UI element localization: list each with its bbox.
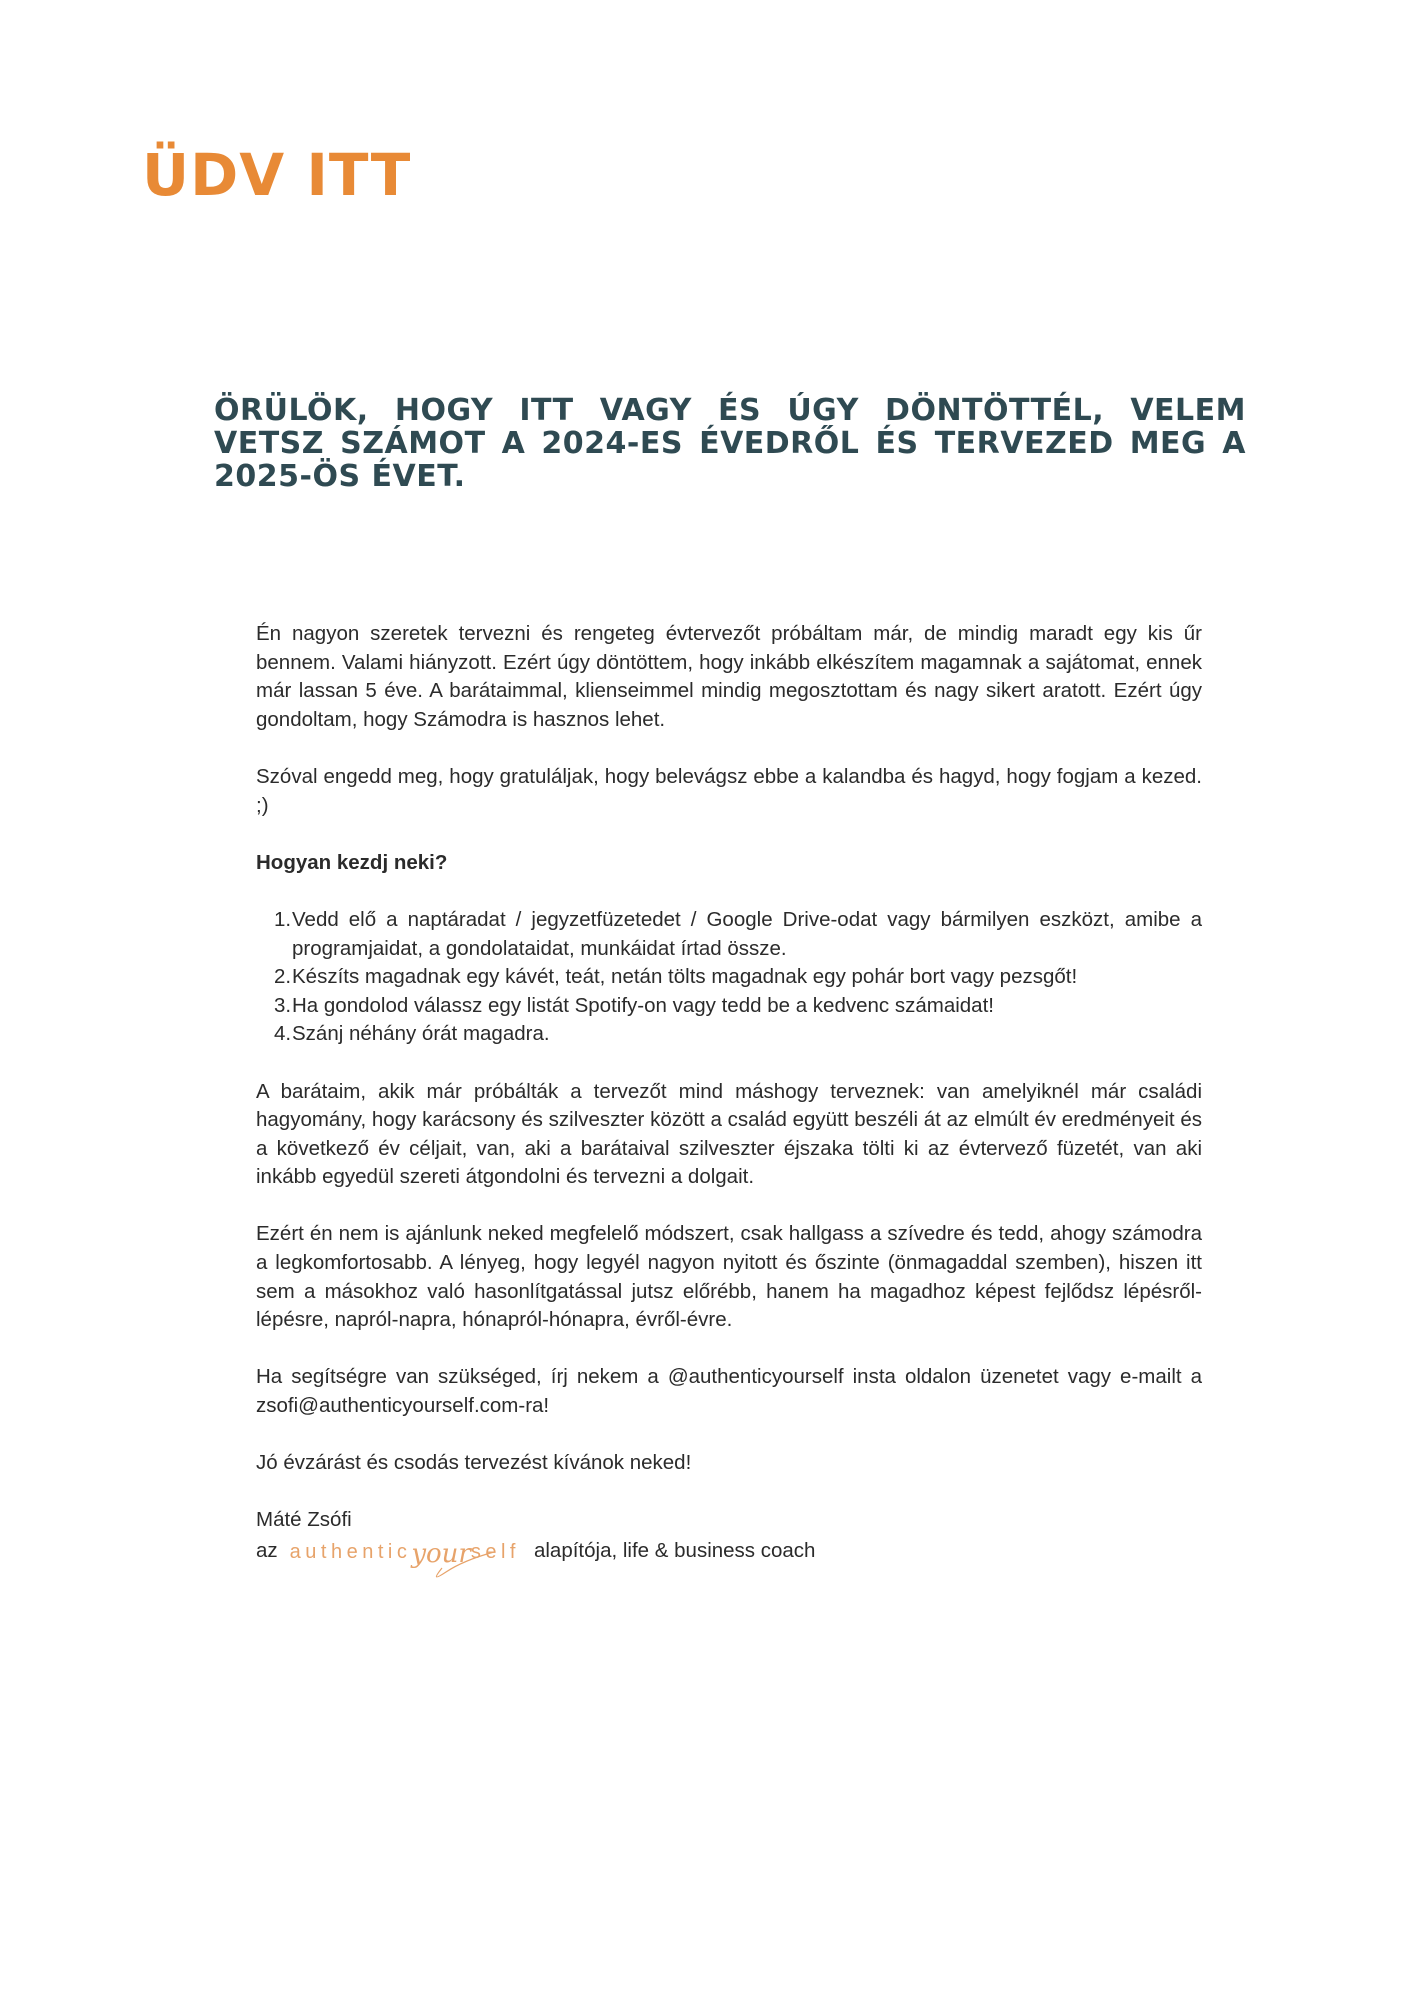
signature-line	[256, 1535, 1202, 1567]
welcome-subtitle: ÖRÜLÖK, HOGY ITT VAGY ÉS ÚGY DÖNTÖTTÉL, VELEM VETSZ SZÁMOT A 2024-ES ÉVEDRŐL ÉS TERVEZED MEG A 2025-ÖS ÉVET.	[214, 393, 1246, 494]
brand-logo-part: authentic	[289, 1540, 412, 1563]
list-item-text: Szánj néhány órát magadra.	[292, 1022, 550, 1046]
signature-name: Máté Zsófi	[256, 1508, 352, 1532]
letter-body	[256, 620, 1202, 1567]
method-paragraph: Ezért én nem is ajánlunk neked megfelelő módszert, csak hallgass a szívedre és tedd, ahogy számodra a legkomfortosabb. A lényeg, hogy legyél nagyon nyitott és őszinte (önmagaddal szemben), hiszen itt sem a másokhoz való hasonlítgatással jutsz előrébb, hanem ha magadhoz képest fejlődsz lépésről-lépésre, napról-napra, hónapról-hónapra, évről-évre.	[256, 1222, 1202, 1332]
list-item-number: 2.	[274, 965, 292, 989]
list-item-text: Készíts magadnak egy kávét, teát, netán tölts magadnak egy pohár bort vagy pezsgőt!	[292, 965, 1078, 989]
page-title: ÜDV ITT	[142, 141, 412, 209]
list-item	[256, 992, 1202, 1021]
howto-heading: Hogyan kezdj neki?	[256, 850, 448, 874]
list-item-number: 1.	[274, 907, 292, 931]
list-item-text: Vedd elő a naptáradat / jegyzetfüzetedet / Google Drive-odat vagy bármilyen eszközt, amibe a programjaidat, a gondolataidat, munkáidat írtad össze.	[292, 907, 1202, 960]
brand-logo	[290, 1536, 520, 1567]
contact-paragraph: Ha segítségre van szükséged, írj nekem a @authenticyourself insta oldalon üzenetet vagy e-mailt a zsofi@authenticyourself.com-ra!	[256, 1365, 1202, 1418]
signature-suffix: alapítója, life & business coach	[533, 1538, 816, 1562]
closing-paragraph: Jó évzárást és csodás tervezést kívánok neked!	[256, 1451, 692, 1475]
list-item	[256, 963, 1202, 992]
steps-list	[256, 906, 1202, 1049]
friends-paragraph: A barátaim, akik már próbálták a tervezőt mind máshogy terveznek: van amelyiknél már családi hagyomány, hogy karácsony és szilveszter között a család együtt beszéli át az elmúlt év eredményeit és a következő év céljait, van, aki a barátaival szilveszter éjszaka tölti ki az évtervező füzetét, van aki inkább egyedül szereti átgondolni és tervezni a dolgait.	[256, 1079, 1202, 1189]
brand-logo-script: your	[411, 1538, 471, 1569]
signature-prefix: az	[256, 1538, 278, 1562]
list-item	[256, 906, 1202, 963]
list-item	[256, 1020, 1202, 1049]
brand-logo-part: self	[470, 1540, 520, 1563]
list-item-text: Ha gondolod válassz egy listát Spotify-on vagy tedd be a kedvenc számaidat!	[292, 993, 994, 1017]
list-item-number: 4.	[274, 1022, 292, 1046]
intro-paragraph: Én nagyon szeretek tervezni és rengeteg évtervezőt próbáltam már, de mindig maradt egy kis űr bennem. Valami hiányzott. Ezért úgy döntöttem, hogy inkább elkészítem magamnak a sajátomat, ennek már lassan 5 éve. A barátaimmal, klienseimmel mindig megosztottam és nagy sikert aratott. Ezért úgy gondoltam, hogy Számodra is hasznos lehet.	[256, 622, 1202, 731]
list-item-number: 3.	[274, 993, 292, 1017]
congrats-paragraph: Szóval engedd meg, hogy gratuláljak, hogy belevágsz ebbe a kalandba és hagyd, hogy fogjam a kezed. ;)	[256, 764, 1202, 817]
